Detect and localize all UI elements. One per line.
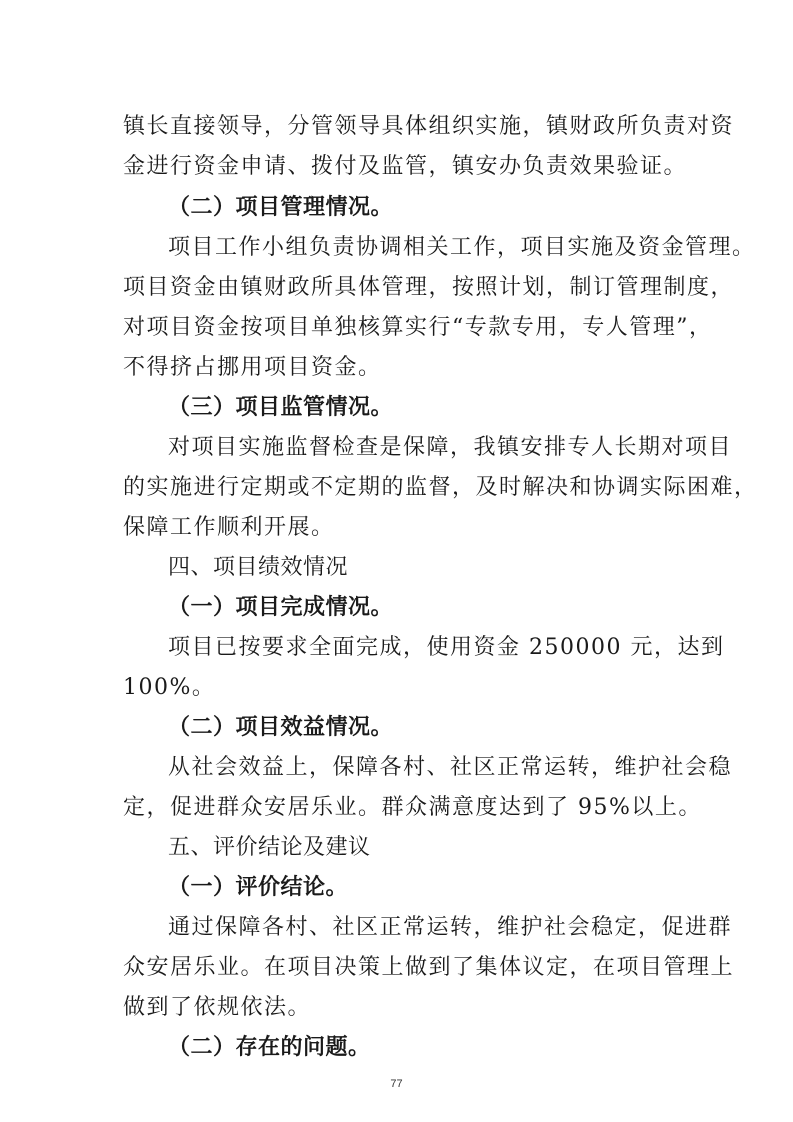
- body-text-line: 镇长直接领导，分管领导具体组织实施，镇财政所负责对资: [123, 114, 735, 139]
- section-heading: （一）项目完成情况。: [168, 595, 394, 620]
- body-text-line: 做到了依规依法。: [123, 995, 312, 1020]
- body-text-line: 不得挤占挪用项目资金。: [123, 355, 382, 380]
- body-text-line: 保障工作顺利开展。: [123, 515, 335, 540]
- section-heading: （一）评价结论。: [168, 875, 349, 900]
- page-number: 77: [390, 1078, 403, 1090]
- body-text-line: 通过保障各村、社区正常运转，维护社会稳定，促进群: [168, 915, 733, 940]
- body-text-line: 定，促进群众安居乐业。群众满意度达到了 95%以上。: [123, 795, 702, 820]
- body-text-line: 众安居乐业。在项目决策上做到了集体议定，在项目管理上: [123, 955, 735, 980]
- body-text-line: 项目已按要求全面完成，使用资金 250000 元，达到: [168, 635, 725, 660]
- body-text-line: 项目工作小组负责协调相关工作，项目实施及资金管理。: [168, 235, 756, 260]
- section-heading: （二）项目效益情况。: [168, 715, 394, 740]
- chapter-heading: 四、项目绩效情况: [168, 555, 349, 580]
- section-heading: （三）项目监管情况。: [168, 395, 394, 420]
- body-text-line: 金进行资金申请、拨付及监管，镇安办负责效果验证。: [123, 154, 688, 179]
- body-text-line: 对项目资金按项目单独核算实行“专款专用，专人管理”，: [123, 315, 713, 340]
- body-text-line: 项目资金由镇财政所具体管理，按照计划，制订管理制度，: [123, 275, 735, 300]
- body-text-line: 的实施进行定期或不定期的监督，及时解决和协调实际困难，: [123, 475, 758, 500]
- body-text-line: 对项目实施监督检查是保障，我镇安排专人长期对项目: [168, 435, 733, 460]
- body-text-line: 从社会效益上，保障各村、社区正常运转，维护社会稳: [168, 755, 733, 780]
- section-heading: （二）存在的问题。: [168, 1035, 371, 1060]
- chapter-heading: 五、评价结论及建议: [168, 835, 371, 860]
- section-heading: （二）项目管理情况。: [168, 195, 394, 220]
- body-text-line: 100%。: [123, 675, 216, 700]
